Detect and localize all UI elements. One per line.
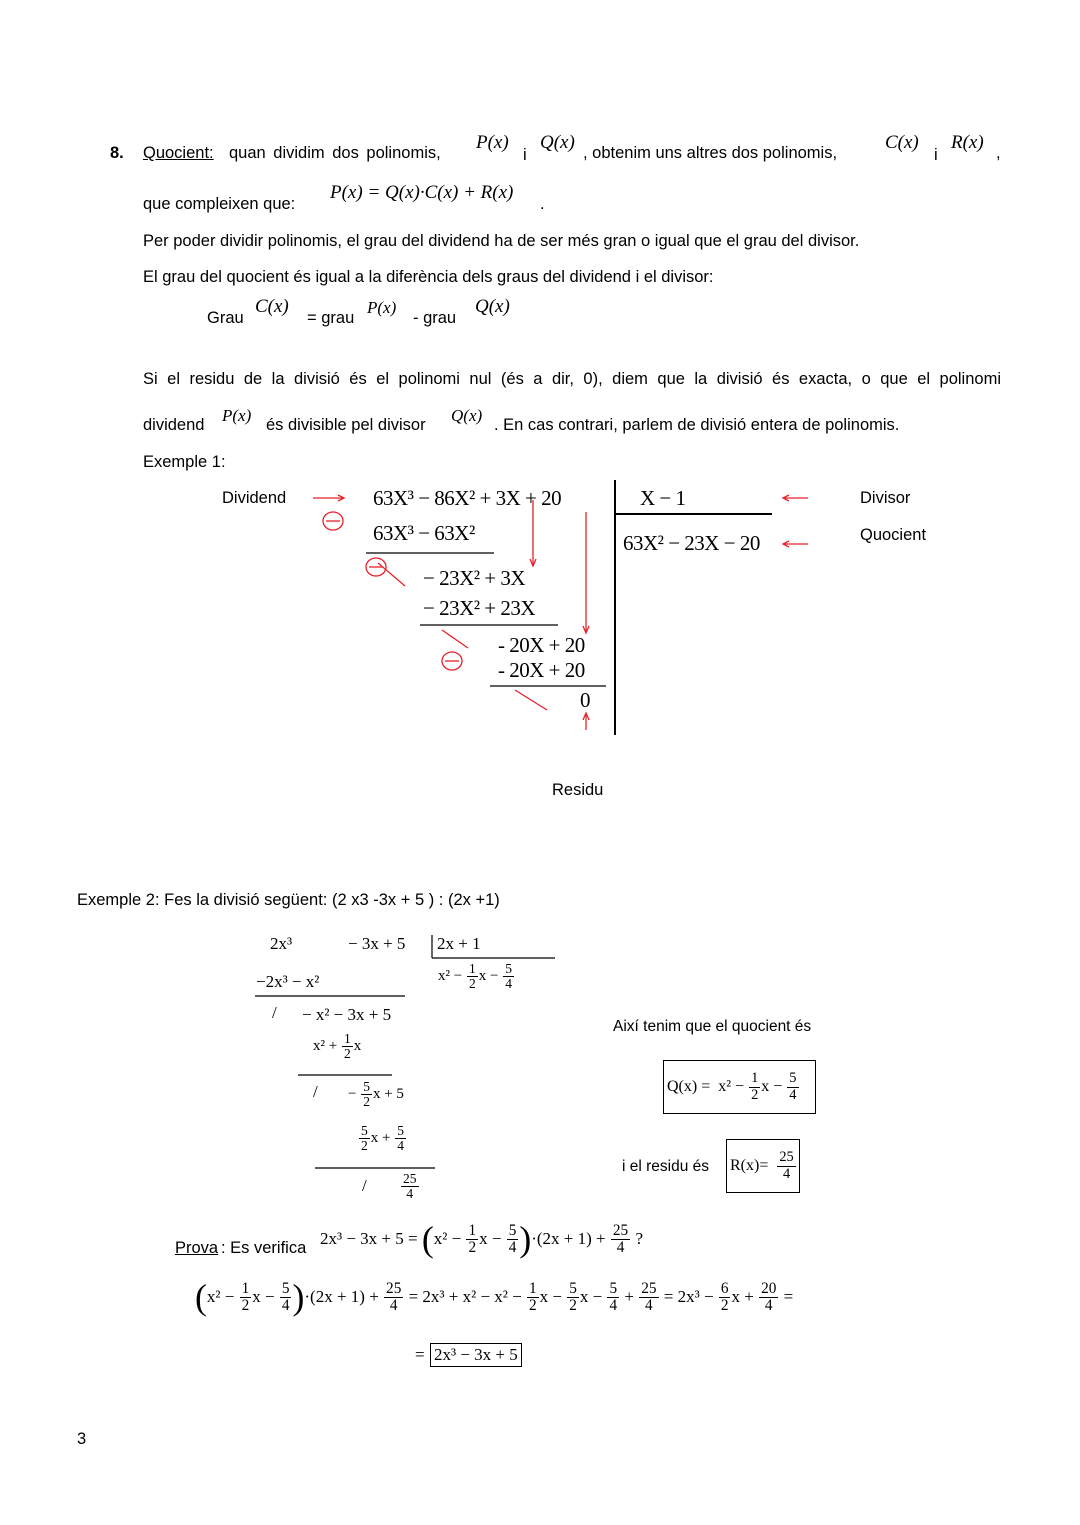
denominator: 2 bbox=[363, 1094, 370, 1110]
denominator: 2 bbox=[241, 1297, 250, 1315]
parenthesis: ( bbox=[421, 1219, 434, 1259]
division-step: - 20X + 20 bbox=[498, 633, 585, 657]
text: quan dividim dos polinomis, bbox=[229, 144, 441, 162]
math-r: R(x) bbox=[951, 132, 984, 153]
math-term: Q(x) = bbox=[667, 1078, 719, 1095]
fraction bbox=[384, 1281, 403, 1314]
divisor-label: Divisor bbox=[860, 489, 911, 507]
cancel-slash: / bbox=[313, 1082, 318, 1101]
numerator: 20 bbox=[761, 1280, 777, 1298]
fraction bbox=[749, 1071, 760, 1102]
numerator: 1 bbox=[528, 1280, 537, 1298]
numerator: 1 bbox=[468, 961, 476, 976]
math-term: = 2x³ + x² − x² − bbox=[404, 1286, 526, 1306]
denominator: 2 bbox=[751, 1086, 759, 1103]
remainder-value: 0 bbox=[580, 688, 590, 712]
text: Si el residu de la divisió és el polinomi nul (és a dir, 0), diem que la divisió és exacta, o que el polinomi bbox=[143, 370, 1001, 388]
fraction bbox=[342, 1032, 353, 1061]
numerator: 5 bbox=[363, 1079, 370, 1094]
denominator: 2 bbox=[361, 1138, 368, 1154]
proof-equation bbox=[320, 1219, 643, 1259]
division-step: − x² − 3x + 5 bbox=[302, 1005, 392, 1024]
denominator: 4 bbox=[782, 1165, 791, 1182]
text: , obtenim uns altres dos polinomis, bbox=[583, 144, 838, 162]
division-step: 63X³ − 63X² bbox=[373, 521, 475, 545]
numerator: 5 bbox=[505, 961, 512, 976]
parenthesis: ) bbox=[292, 1277, 305, 1317]
math-q: Q(x) bbox=[475, 296, 510, 317]
numerator: 1 bbox=[468, 1222, 477, 1240]
fraction bbox=[759, 1281, 778, 1314]
denominator: 4 bbox=[508, 1239, 517, 1257]
denominator: 4 bbox=[505, 976, 512, 992]
division-step: − 23X² + 3X bbox=[423, 566, 526, 590]
remainder-value bbox=[400, 1172, 420, 1201]
dividend-term: − 3x + 5 bbox=[348, 934, 406, 953]
math-p: P(x) bbox=[222, 406, 252, 425]
denominator: 2 bbox=[343, 1046, 351, 1062]
math-term: 2x³ − 3x + 5 = bbox=[320, 1228, 422, 1248]
fraction bbox=[567, 1281, 579, 1314]
text: dividend bbox=[143, 416, 205, 434]
text: és divisible pel divisor bbox=[266, 416, 426, 434]
fraction bbox=[401, 1172, 419, 1201]
fraction bbox=[361, 1080, 372, 1109]
denominator: 4 bbox=[609, 1297, 618, 1315]
math-term: x − bbox=[579, 1286, 607, 1306]
quotient-label: Quocient bbox=[860, 526, 927, 544]
parenthesis: ( bbox=[195, 1277, 207, 1317]
numerator: 1 bbox=[751, 1070, 759, 1087]
fraction bbox=[395, 1124, 406, 1153]
math-term: x − bbox=[479, 1228, 506, 1248]
math-term: x − bbox=[252, 1286, 279, 1306]
math-q: Q(x) bbox=[540, 132, 575, 153]
math-term: ? bbox=[631, 1228, 643, 1248]
division-step bbox=[348, 1080, 404, 1109]
math-c: C(x) bbox=[255, 296, 289, 317]
text: i bbox=[934, 146, 938, 164]
denominator: 2 bbox=[720, 1297, 729, 1315]
math-term: ·(2x + 1) + bbox=[531, 1228, 610, 1248]
divisor-expression: 2x + 1 bbox=[437, 934, 481, 953]
example2-title: Exemple 2: Fes la divisió següent: (2 x3 -3x + 5 ) : (2x +1) bbox=[77, 891, 500, 909]
fraction bbox=[359, 1124, 370, 1153]
numerator: 5 bbox=[281, 1280, 290, 1298]
numerator: 5 bbox=[508, 1222, 517, 1240]
math-term: x² + bbox=[313, 1038, 341, 1055]
proof-label: Prova bbox=[175, 1239, 219, 1257]
math-term: − bbox=[348, 1086, 361, 1103]
math-term: x² − bbox=[718, 1078, 749, 1095]
dividend-label: Dividend bbox=[222, 489, 287, 507]
numerator: 25 bbox=[641, 1280, 657, 1298]
quotient-expression: 63X² − 23X − 20 bbox=[623, 531, 760, 555]
denominator: 4 bbox=[281, 1297, 290, 1315]
math-term: x − bbox=[478, 968, 503, 985]
division-step bbox=[358, 1124, 407, 1153]
numerator: 1 bbox=[241, 1280, 250, 1298]
dividend-term: 2x³ bbox=[270, 934, 293, 953]
denominator: 2 bbox=[569, 1297, 577, 1315]
fraction bbox=[280, 1281, 292, 1314]
text: . bbox=[540, 195, 545, 213]
text: Grau bbox=[207, 309, 244, 327]
fraction bbox=[719, 1281, 731, 1314]
fraction bbox=[467, 962, 478, 991]
proof-expansion bbox=[195, 1277, 794, 1317]
text: = grau bbox=[307, 309, 355, 327]
numerator: 1 bbox=[343, 1031, 351, 1046]
fraction bbox=[527, 1281, 539, 1314]
text: : Es verifica bbox=[221, 1239, 307, 1257]
fraction bbox=[466, 1223, 478, 1256]
divisor-expression: X − 1 bbox=[640, 486, 686, 510]
cancel-slash: / bbox=[362, 1176, 367, 1195]
numerator: 25 bbox=[612, 1222, 629, 1240]
text: i el residu és bbox=[622, 1158, 710, 1175]
fraction bbox=[507, 1223, 519, 1256]
fraction bbox=[639, 1281, 658, 1314]
math-term: x bbox=[353, 1038, 362, 1055]
denominator: 4 bbox=[616, 1239, 625, 1257]
math-term: x + bbox=[731, 1286, 759, 1306]
division-identity-formula: P(x) = Q(x)·C(x) + R(x) bbox=[330, 182, 514, 203]
math-term: R(x)= bbox=[730, 1157, 777, 1174]
numerator: 25 bbox=[386, 1280, 402, 1298]
parenthesis: ) bbox=[519, 1219, 532, 1259]
division-step bbox=[313, 1032, 361, 1061]
cancel-slash: / bbox=[272, 1003, 277, 1022]
math-q: Q(x) bbox=[451, 406, 483, 425]
remainder-box bbox=[726, 1139, 800, 1193]
text: = bbox=[415, 1345, 425, 1364]
text: que compleixen que: bbox=[143, 195, 296, 213]
division-step: −2x³ − x² bbox=[256, 972, 320, 991]
math-p: P(x) bbox=[476, 132, 509, 153]
denominator: 4 bbox=[389, 1297, 398, 1315]
denominator: 4 bbox=[764, 1297, 773, 1315]
math-term: ·(2x + 1) + bbox=[304, 1286, 384, 1306]
numerator: 5 bbox=[609, 1280, 618, 1298]
proof-result: 2x³ − 3x + 5 bbox=[430, 1343, 522, 1367]
numerator: 5 bbox=[569, 1280, 577, 1298]
text: Així tenim que el quocient és bbox=[613, 1018, 812, 1035]
denominator: 4 bbox=[406, 1186, 414, 1202]
denominator: 4 bbox=[397, 1138, 404, 1154]
section-term: Quocient: bbox=[143, 144, 214, 162]
quotient-expression bbox=[438, 962, 515, 991]
math-c: C(x) bbox=[885, 132, 919, 153]
division-step: - 20X + 20 bbox=[498, 658, 585, 682]
numerator: 5 bbox=[361, 1123, 368, 1138]
example-title: Exemple 1: bbox=[143, 453, 226, 471]
math-term: = 2x³ − bbox=[659, 1286, 718, 1306]
math-term: x² − bbox=[438, 968, 466, 985]
math-term: x + 5 bbox=[372, 1086, 404, 1103]
numerator: 5 bbox=[397, 1123, 404, 1138]
math-p: P(x) bbox=[367, 298, 397, 317]
text: i bbox=[523, 146, 527, 164]
text: - grau bbox=[413, 309, 457, 327]
math-term: x² − bbox=[433, 1228, 466, 1248]
quotient-box bbox=[663, 1060, 816, 1114]
denominator: 2 bbox=[468, 976, 476, 992]
page-number: 3 bbox=[77, 1430, 87, 1448]
fraction bbox=[607, 1281, 619, 1314]
numerator: 6 bbox=[720, 1280, 729, 1298]
denominator: 2 bbox=[528, 1297, 537, 1315]
numerator: 5 bbox=[789, 1070, 797, 1087]
dividend-expression: 63X³ − 86X² + 3X + 20 bbox=[373, 486, 562, 510]
numerator: 25 bbox=[779, 1149, 794, 1166]
denominator: 4 bbox=[789, 1086, 797, 1103]
fraction bbox=[240, 1281, 252, 1314]
numerator: 25 bbox=[403, 1171, 417, 1186]
fraction bbox=[503, 962, 514, 991]
math-term: x − bbox=[761, 1078, 787, 1095]
math-term: x − bbox=[539, 1286, 567, 1306]
text: Per poder dividir polinomis, el grau del dividend ha de ser més gran o igual que el grau del divisor. bbox=[143, 232, 860, 250]
text: . En cas contrari, parlem de divisió entera de polinomis. bbox=[494, 416, 900, 434]
text: , bbox=[996, 144, 1001, 162]
math-term: x + bbox=[370, 1130, 395, 1147]
denominator: 2 bbox=[468, 1239, 477, 1257]
math-term: + bbox=[620, 1286, 639, 1306]
division-step: − 23X² + 23X bbox=[423, 596, 536, 620]
math-term: x² − bbox=[206, 1286, 239, 1306]
fraction bbox=[777, 1150, 795, 1181]
text: El grau del quocient és igual a la diferència dels graus del dividend i el divisor: bbox=[143, 268, 714, 286]
denominator: 4 bbox=[645, 1297, 653, 1315]
remainder-label: Residu bbox=[552, 781, 604, 799]
fraction bbox=[787, 1071, 798, 1102]
math-term: = bbox=[779, 1286, 794, 1306]
fraction bbox=[611, 1223, 630, 1256]
section-number: 8. bbox=[110, 144, 124, 162]
